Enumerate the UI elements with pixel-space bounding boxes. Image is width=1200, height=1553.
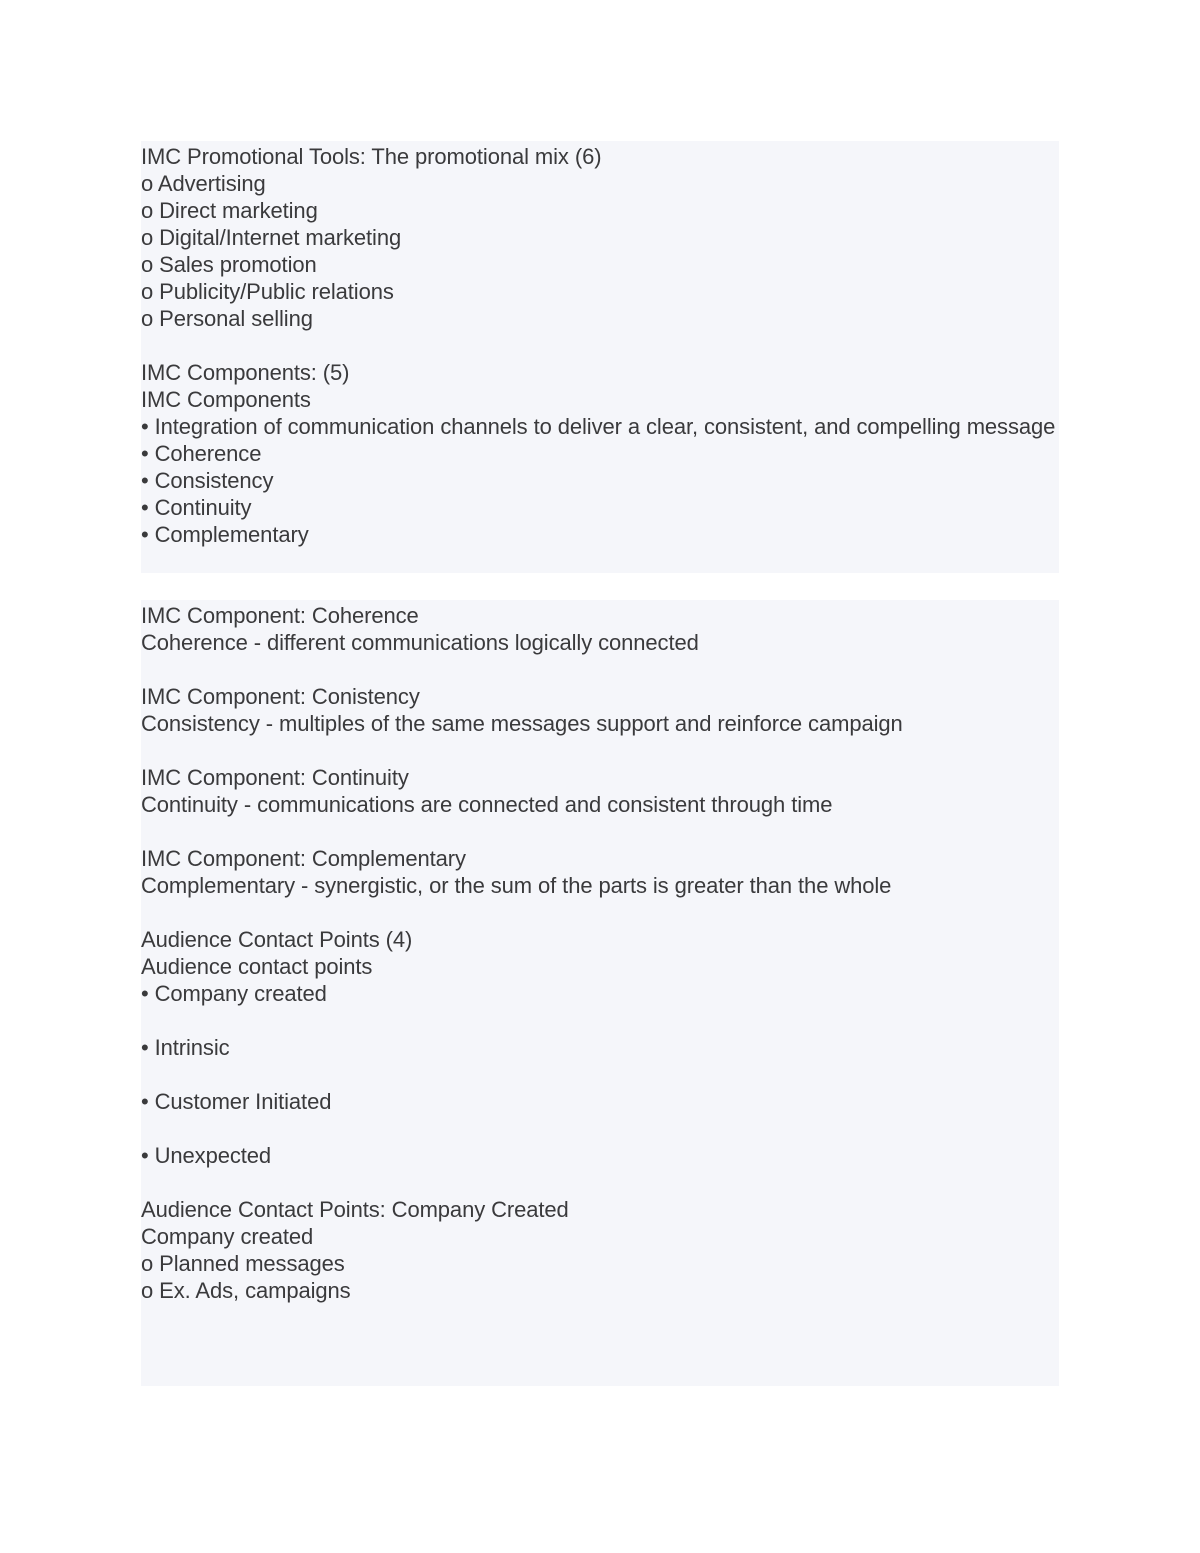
heading-consistency: IMC Component: Conistency xyxy=(141,684,420,709)
text-coherence: Coherence - different communications logically connected xyxy=(141,630,699,655)
list-item-unexpected: • Unexpected xyxy=(141,1143,272,1168)
heading-promotional-tools: IMC Promotional Tools: The promotional mix (6) xyxy=(141,144,602,169)
list-item-ads-campaigns: o Ex. Ads, campaigns xyxy=(141,1278,351,1303)
list-item-personal-selling: o Personal selling xyxy=(141,306,313,331)
list-item-consistency: • Consistency xyxy=(141,468,274,493)
heading-audience-contact-points: Audience Contact Points (4) xyxy=(141,927,413,952)
subheading-audience-contact-points: Audience contact points xyxy=(141,954,373,979)
subheading-imc-components: IMC Components xyxy=(141,387,311,412)
heading-imc-components: IMC Components: (5) xyxy=(141,360,350,385)
list-item-advertising: o Advertising xyxy=(141,171,266,196)
list-item-direct-marketing: o Direct marketing xyxy=(141,198,318,223)
list-item-publicity: o Publicity/Public relations xyxy=(141,279,394,304)
list-item-integration: • Integration of communication channels to deliver a clear, consistent, and compelling message xyxy=(141,414,1056,439)
notes-block-components xyxy=(141,600,1059,1386)
text-complementary: Complementary - synergistic, or the sum of the parts is greater than the whole xyxy=(141,873,892,898)
list-item-digital-marketing: o Digital/Internet marketing xyxy=(141,225,402,250)
heading-coherence: IMC Component: Coherence xyxy=(141,603,419,628)
heading-company-created: Audience Contact Points: Company Created xyxy=(141,1197,569,1222)
list-item-sales-promotion: o Sales promotion xyxy=(141,252,317,277)
text-consistency: Consistency - multiples of the same messages support and reinforce campaign xyxy=(141,711,903,736)
subheading-company-created: Company created xyxy=(141,1224,314,1249)
text-continuity: Continuity - communications are connected and consistent through time xyxy=(141,792,833,817)
list-item-continuity: • Continuity xyxy=(141,495,252,520)
list-item-coherence: • Coherence xyxy=(141,441,262,466)
heading-complementary: IMC Component: Complementary xyxy=(141,846,466,871)
heading-continuity: IMC Component: Continuity xyxy=(141,765,409,790)
list-item-complementary: • Complementary xyxy=(141,522,309,547)
list-item-planned-messages: o Planned messages xyxy=(141,1251,345,1276)
list-item-company-created: • Company created xyxy=(141,981,327,1006)
list-item-customer-initiated: • Customer Initiated xyxy=(141,1089,332,1114)
notes-block-promotional-mix xyxy=(141,141,1059,573)
list-item-intrinsic: • Intrinsic xyxy=(141,1035,230,1060)
